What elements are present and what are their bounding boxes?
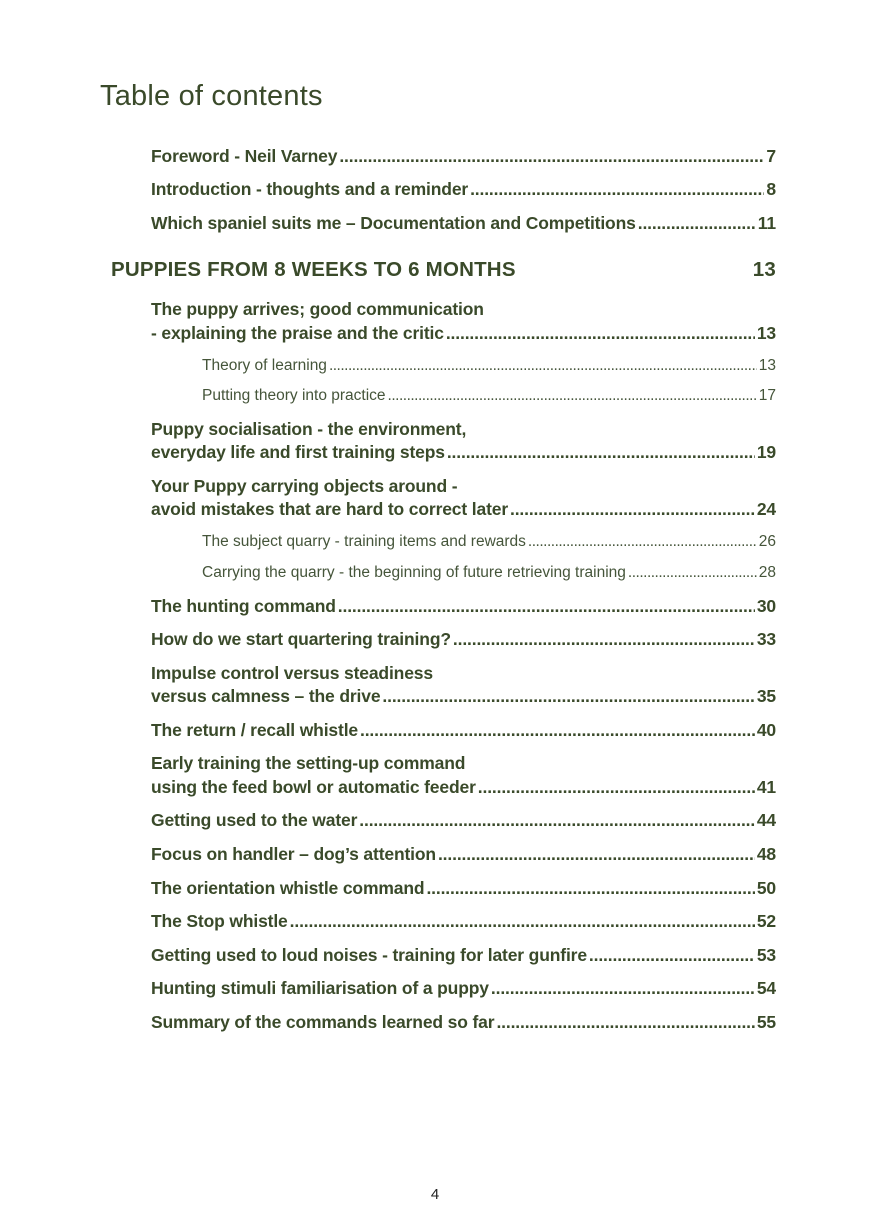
leader-dots bbox=[478, 777, 755, 798]
leader-dots bbox=[528, 533, 757, 551]
toc-entry-page: 8 bbox=[766, 179, 776, 199]
leader-dots bbox=[510, 499, 755, 520]
toc-entry-title: The Stop whistle bbox=[151, 911, 288, 931]
toc-entry-page: 52 bbox=[756, 911, 776, 931]
page-title: Table of contents bbox=[100, 80, 323, 112]
toc-entry-page: 7 bbox=[766, 146, 776, 166]
toc-entry-title: Which spaniel suits me – Documentation and Competitions bbox=[151, 213, 636, 233]
toc-entry-title: - explaining the praise and the critic bbox=[151, 323, 444, 343]
toc-entry-foreword[interactable] bbox=[151, 146, 776, 167]
toc-entry-title: The subject quarry - training items and rewards bbox=[202, 533, 526, 550]
toc-entry-page: 35 bbox=[756, 686, 776, 706]
toc-entry-title: Getting used to the water bbox=[151, 810, 358, 830]
toc-entry-quartering-training[interactable] bbox=[151, 629, 776, 650]
leader-dots bbox=[388, 387, 757, 405]
toc-entry-title: Hunting stimuli familiarisation of a puppy bbox=[151, 978, 489, 998]
section-heading[interactable] bbox=[111, 258, 776, 282]
leader-dots bbox=[382, 686, 754, 707]
toc-entry-title: Putting theory into practice bbox=[202, 387, 386, 404]
toc-entry-title: Theory of learning bbox=[202, 357, 327, 374]
toc-entry-page: 17 bbox=[758, 387, 776, 404]
leader-dots bbox=[360, 720, 755, 741]
leader-dots bbox=[329, 357, 757, 375]
leader-dots bbox=[426, 878, 754, 899]
toc-entry-first-line: Early training the setting-up command bbox=[151, 753, 466, 773]
toc-entry-title: Carrying the quarry - the beginning of future retrieving training bbox=[202, 564, 626, 581]
toc-entry-puppy-socialisation[interactable] bbox=[151, 442, 776, 463]
leader-dots bbox=[470, 179, 764, 200]
toc-entry-page: 41 bbox=[756, 777, 776, 797]
leader-dots bbox=[447, 442, 755, 463]
toc-entry-stop-whistle[interactable] bbox=[151, 911, 776, 932]
toc-entry-page: 55 bbox=[756, 1012, 776, 1032]
leader-dots bbox=[453, 629, 755, 650]
leader-dots bbox=[339, 146, 764, 167]
toc-entry-hunting-command[interactable] bbox=[151, 596, 776, 617]
toc-entry-page: 33 bbox=[756, 629, 776, 649]
leader-dots bbox=[290, 911, 755, 932]
toc-entry-first-line: Your Puppy carrying objects around - bbox=[151, 476, 458, 496]
toc-entry-orientation-whistle[interactable] bbox=[151, 878, 776, 899]
toc-entry-first-line: The puppy arrives; good communication bbox=[151, 299, 484, 319]
leader-dots bbox=[491, 978, 755, 999]
toc-entry-puppy-arrives[interactable] bbox=[151, 323, 776, 344]
leader-dots bbox=[446, 323, 755, 344]
toc-entry-page: 44 bbox=[756, 810, 776, 830]
toc-entry-recall-whistle[interactable] bbox=[151, 720, 776, 741]
toc-entry-title: How do we start quartering training? bbox=[151, 629, 451, 649]
toc-entry-title: avoid mistakes that are hard to correct later bbox=[151, 499, 508, 519]
toc-entry-page: 11 bbox=[757, 213, 776, 233]
toc-entry-setting-up-command[interactable] bbox=[151, 777, 776, 798]
leader-dots bbox=[359, 810, 755, 831]
toc-entry-title: The return / recall whistle bbox=[151, 720, 358, 740]
toc-entry-title: The orientation whistle command bbox=[151, 878, 425, 898]
toc-entry-page: 24 bbox=[756, 499, 776, 519]
toc-entry-introduction[interactable] bbox=[151, 179, 776, 200]
toc-entry-title: Getting used to loud noises - training for later gunfire bbox=[151, 945, 587, 965]
toc-entry-page: 13 bbox=[756, 323, 776, 343]
toc-entry-title: The hunting command bbox=[151, 596, 336, 616]
toc-entry-page: 26 bbox=[758, 533, 776, 550]
toc-entry-page: 48 bbox=[756, 844, 776, 864]
toc-subentry-subject-quarry[interactable] bbox=[202, 533, 776, 551]
toc-entry-focus-on-handler[interactable] bbox=[151, 844, 776, 865]
toc-entry-page: 13 bbox=[758, 357, 776, 374]
toc-entry-first-line: Puppy socialisation - the environment, bbox=[151, 419, 467, 439]
toc-entry-which-spaniel[interactable] bbox=[151, 213, 776, 234]
toc-entry-title: Introduction - thoughts and a reminder bbox=[151, 179, 469, 199]
toc-entry-page: 53 bbox=[756, 945, 776, 965]
toc-entry-page: 40 bbox=[756, 720, 776, 740]
toc-subentry-theory-of-learning[interactable] bbox=[202, 357, 776, 375]
toc-entry-carrying-objects[interactable] bbox=[151, 499, 776, 520]
toc-entry-first-line: Impulse control versus steadiness bbox=[151, 663, 433, 683]
leader-dots bbox=[638, 213, 756, 234]
toc-entry-title: Focus on handler – dog’s attention bbox=[151, 844, 436, 864]
page-number: 4 bbox=[430, 1186, 440, 1203]
toc-entry-page: 28 bbox=[758, 564, 776, 581]
section-title: PUPPIES FROM 8 WEEKS TO 6 MONTHS bbox=[111, 258, 516, 281]
leader-dots bbox=[628, 564, 757, 582]
toc-entry-hunting-stimuli[interactable] bbox=[151, 978, 776, 999]
section-page: 13 bbox=[752, 258, 776, 281]
leader-dots bbox=[338, 596, 755, 617]
leader-dots bbox=[496, 1012, 754, 1033]
toc-entry-title: using the feed bowl or automatic feeder bbox=[151, 777, 476, 797]
toc-entry-title: Foreword - Neil Varney bbox=[151, 146, 338, 166]
toc-entry-title: Summary of the commands learned so far bbox=[151, 1012, 495, 1032]
leader-dots bbox=[589, 945, 755, 966]
toc-entry-page: 19 bbox=[756, 442, 776, 462]
toc-subentry-putting-theory[interactable] bbox=[202, 387, 776, 405]
toc-subentry-carrying-quarry[interactable] bbox=[202, 564, 776, 582]
toc-entry-title: versus calmness – the drive bbox=[151, 686, 381, 706]
toc-entry-page: 50 bbox=[756, 878, 776, 898]
toc-entry-impulse-control[interactable] bbox=[151, 686, 776, 707]
toc-entry-page: 54 bbox=[756, 978, 776, 998]
leader-dots bbox=[438, 844, 755, 865]
toc-entry-summary-commands[interactable] bbox=[151, 1012, 776, 1033]
toc-entry-title: everyday life and first training steps bbox=[151, 442, 445, 462]
toc-entry-loud-noises[interactable] bbox=[151, 945, 776, 966]
toc-entry-water[interactable] bbox=[151, 810, 776, 831]
toc-entry-page: 30 bbox=[756, 596, 776, 616]
